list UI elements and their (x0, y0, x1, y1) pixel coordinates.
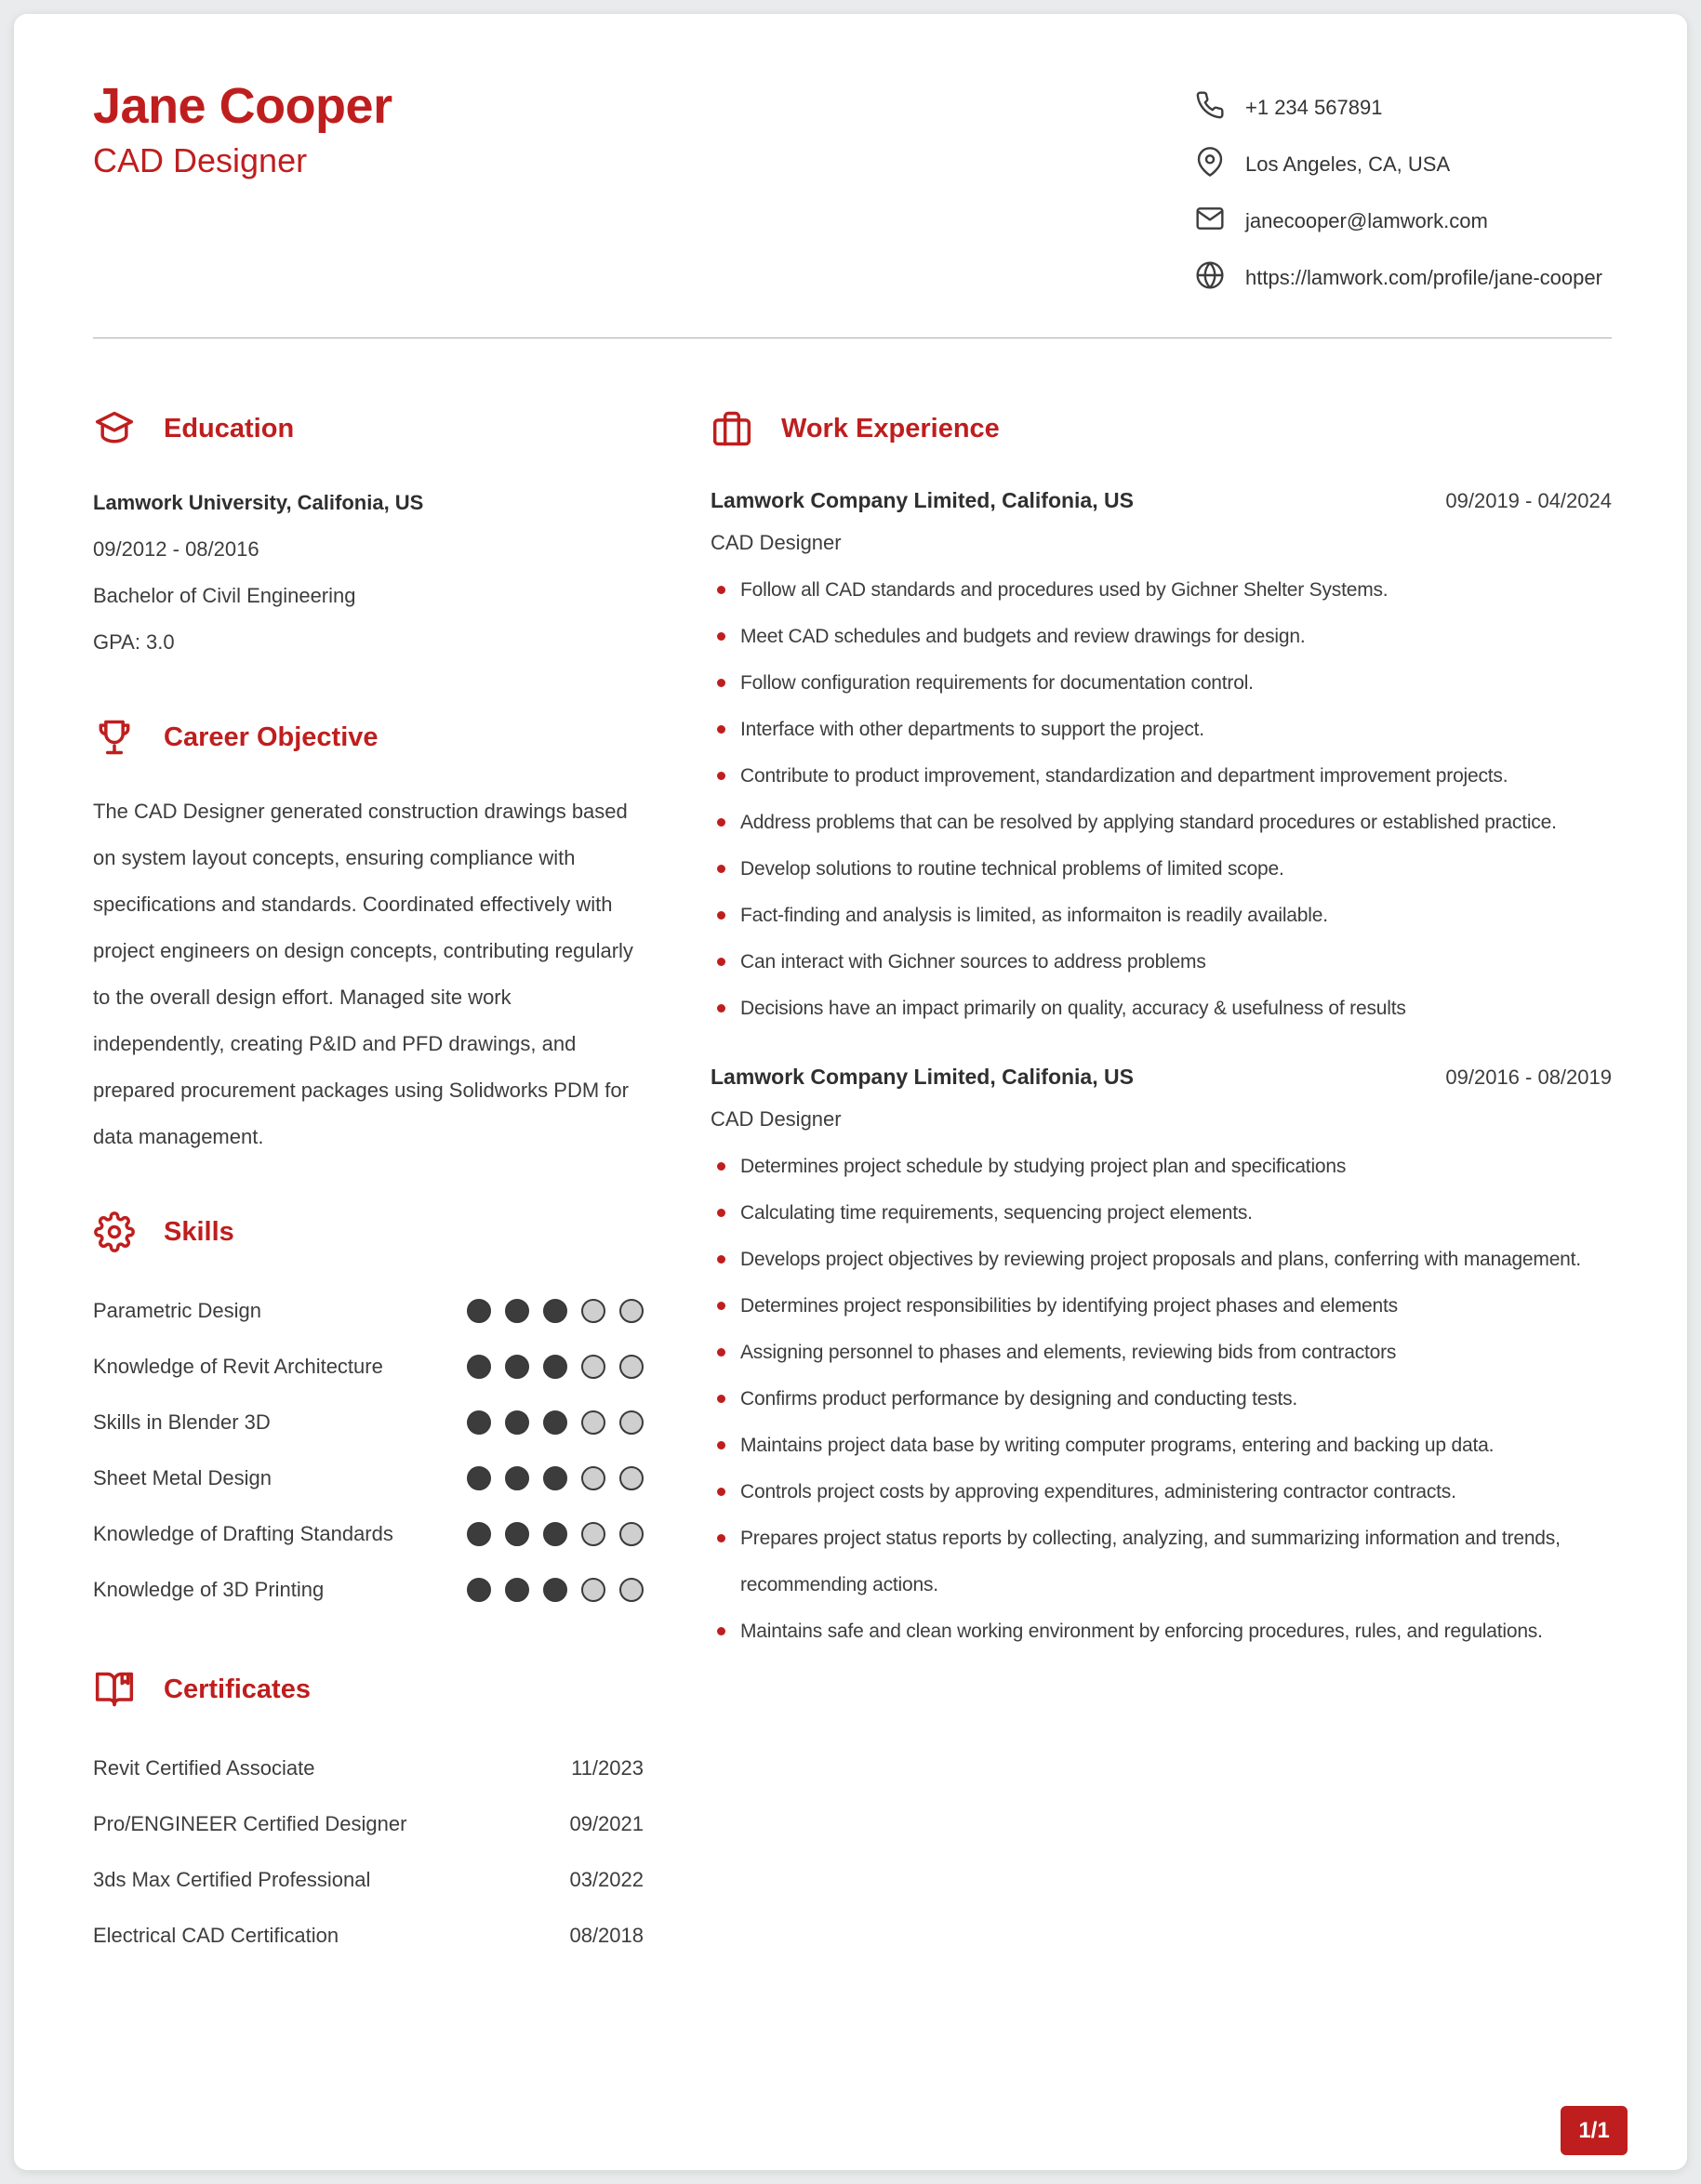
skills-heading: Skills (164, 1216, 234, 1247)
rating-dot-filled (543, 1522, 567, 1546)
certificates-heading-row (93, 1668, 644, 1711)
certificates-list (93, 1741, 644, 1964)
phone-icon (1195, 90, 1225, 125)
education-heading-row (93, 407, 644, 450)
education-section (93, 407, 644, 666)
job-role: CAD Designer (711, 1107, 842, 1131)
trophy-icon (93, 716, 136, 759)
rating-dot-empty (619, 1578, 644, 1602)
job-role: CAD Designer (711, 531, 842, 554)
header (93, 72, 1612, 306)
rating-dot-filled (505, 1522, 529, 1546)
rating-dot-empty (581, 1299, 605, 1323)
open-book-icon (93, 1668, 136, 1711)
rating-dot-empty (581, 1522, 605, 1546)
rating-dot-empty (619, 1410, 644, 1435)
identity-block (93, 72, 392, 179)
resume-page (14, 14, 1687, 2170)
rating-dot-filled (505, 1410, 529, 1435)
skill-rating (467, 1410, 644, 1435)
job-header (711, 480, 1612, 521)
rating-dot-filled (543, 1410, 567, 1435)
skills-heading-row (93, 1211, 644, 1253)
rating-dot-empty (619, 1299, 644, 1323)
education-gpa: GPA: 3.0 (93, 630, 175, 654)
work-experience-heading: Work Experience (781, 413, 1000, 443)
job-bullet: Determines project responsibilities by identifying project phases and elements (711, 1283, 1612, 1330)
rating-dot-empty (581, 1466, 605, 1490)
certificate-date: 08/2018 (569, 1924, 644, 1947)
career-objective-heading-row (93, 716, 644, 759)
skill-row (93, 1339, 644, 1395)
rating-dot-empty (619, 1466, 644, 1490)
certificates-section (93, 1668, 644, 1964)
left-column (93, 407, 644, 2014)
education-school: Lamwork University, Califonia, US (93, 491, 424, 514)
career-objective-heading: Career Objective (164, 721, 379, 752)
job-bullet: Calculating time requirements, sequencing project elements. (711, 1190, 1612, 1237)
certificate-name: 3ds Max Certified Professional (93, 1868, 371, 1891)
skill-row (93, 1506, 644, 1562)
career-objective-section (93, 716, 644, 1160)
certificate-date: 09/2021 (569, 1812, 644, 1835)
skill-row (93, 1562, 644, 1618)
job-bullet-list (711, 1144, 1612, 1655)
job-bullet: Follow all CAD standards and procedures used by Gichner Shelter Systems. (711, 567, 1612, 614)
skills-list (93, 1283, 644, 1618)
job-bullet: Determines project schedule by studying project plan and specifications (711, 1144, 1612, 1190)
certificate-row (93, 1852, 644, 1908)
career-objective-text: The CAD Designer generated construction drawings based on system layout concepts, ensuring compliance with specifications and standards. Coordinated effectively with project engineers on design concepts, contributing regularly to the overall design effort. Managed site work independently, creating P&ID and PFD drawings, and prepared procurement packages using Solidworks PDM for data management. (93, 800, 633, 1148)
rating-dot-filled (505, 1355, 529, 1379)
skill-label: Knowledge of Drafting Standards (93, 1522, 393, 1545)
certificate-date: 03/2022 (569, 1868, 644, 1891)
skill-label: Sheet Metal Design (93, 1466, 272, 1489)
skill-rating (467, 1299, 644, 1323)
certificate-date: 11/2023 (571, 1756, 644, 1780)
skill-rating (467, 1578, 644, 1602)
job-bullet: Fact-finding and analysis is limited, as informaiton is readily available. (711, 893, 1612, 939)
job-company: Lamwork Company Limited, Califonia, US (711, 488, 1134, 512)
job-bullet: Maintains project data base by writing computer programs, entering and backing up data. (711, 1423, 1612, 1469)
education-heading: Education (164, 413, 295, 443)
certificate-row (93, 1796, 644, 1852)
certificate-name: Revit Certified Associate (93, 1756, 315, 1780)
location-text: Los Angeles, CA, USA (1245, 152, 1451, 176)
rating-dot-filled (467, 1578, 491, 1602)
contact-list (1195, 79, 1612, 306)
rating-dot-filled (543, 1466, 567, 1490)
certificate-row (93, 1741, 644, 1796)
rating-dot-filled (543, 1578, 567, 1602)
certificate-name: Electrical CAD Certification (93, 1924, 339, 1947)
website-url: https://lamwork.com/profile/jane-cooper (1245, 265, 1602, 289)
contact-row-phone (1195, 79, 1612, 136)
job-bullet: Contribute to product improvement, standardization and department improvement projects. (711, 753, 1612, 800)
skill-rating (467, 1466, 644, 1490)
work-experience-heading-row (711, 407, 1612, 450)
rating-dot-empty (581, 1410, 605, 1435)
job-bullet: Maintains safe and clean working environment by enforcing procedures, rules, and regulations. (711, 1608, 1612, 1655)
skill-label: Knowledge of 3D Printing (93, 1578, 325, 1601)
job-bullet: Controls project costs by approving expenditures, administering contractor contracts. (711, 1469, 1612, 1516)
job-header (711, 1056, 1612, 1097)
job-bullet: Assigning personnel to phases and elements, reviewing bids from contractors (711, 1330, 1612, 1376)
education-dates: 09/2012 - 08/2016 (93, 537, 259, 561)
briefcase-icon (711, 407, 753, 450)
job-bullet: Confirms product performance by designing and conducting tests. (711, 1376, 1612, 1423)
website-icon (1195, 260, 1225, 295)
certificates-heading: Certificates (164, 1674, 311, 1704)
job-bullet: Prepares project status reports by collecting, analyzing, and summarizing information and trends, recommending actions. (711, 1516, 1612, 1608)
skill-row (93, 1283, 644, 1339)
job-bullet: Develops project objectives by reviewing project proposals and plans, conferring with management. (711, 1237, 1612, 1283)
work-experience-section (711, 407, 1612, 1655)
contact-row-email (1195, 192, 1612, 249)
rating-dot-filled (505, 1578, 529, 1602)
person-job-title: CAD Designer (93, 141, 308, 179)
job-bullet: Meet CAD schedules and budgets and review drawings for design. (711, 614, 1612, 660)
job-bullet: Decisions have an impact primarily on quality, accuracy & usefulness of results (711, 986, 1612, 1032)
email-icon (1195, 204, 1225, 238)
email-text: janecooper@lamwork.com (1245, 208, 1488, 232)
skill-rating (467, 1522, 644, 1546)
location-icon (1195, 147, 1225, 181)
rating-dot-empty (581, 1355, 605, 1379)
certificate-name: Pro/ENGINEER Certified Designer (93, 1812, 407, 1835)
job-company: Lamwork Company Limited, Califonia, US (711, 1065, 1134, 1089)
job-entry-1 (711, 480, 1612, 1032)
skill-rating (467, 1355, 644, 1379)
skill-label: Skills in Blender 3D (93, 1410, 271, 1434)
page-indicator: 1/1 (1561, 2106, 1628, 2155)
rating-dot-filled (467, 1410, 491, 1435)
gear-icon (93, 1211, 136, 1253)
job-bullet: Interface with other departments to support the project. (711, 707, 1612, 753)
right-column (711, 407, 1612, 2014)
job-bullet: Develop solutions to routine technical problems of limited scope. (711, 846, 1612, 893)
phone-number: +1 234 567891 (1245, 95, 1383, 119)
rating-dot-empty (581, 1578, 605, 1602)
skills-section (93, 1211, 644, 1618)
certificate-row (93, 1908, 644, 1964)
rating-dot-filled (467, 1299, 491, 1323)
rating-dot-filled (467, 1355, 491, 1379)
rating-dot-filled (543, 1355, 567, 1379)
rating-dot-filled (467, 1522, 491, 1546)
rating-dot-filled (543, 1299, 567, 1323)
job-bullet: Follow configuration requirements for documentation control. (711, 660, 1612, 707)
job-dates: 09/2019 - 04/2024 (1445, 489, 1612, 512)
skill-row (93, 1395, 644, 1450)
skill-label: Knowledge of Revit Architecture (93, 1355, 383, 1378)
job-bullet-list (711, 567, 1612, 1032)
content-columns (93, 407, 1612, 2014)
job-dates: 09/2016 - 08/2019 (1445, 1066, 1612, 1089)
contact-row-location (1195, 136, 1612, 192)
rating-dot-empty (619, 1355, 644, 1379)
job-bullet: Address problems that can be resolved by applying standard procedures or established practice. (711, 800, 1612, 846)
job-entry-2 (711, 1056, 1612, 1655)
job-bullet: Can interact with Gichner sources to address problems (711, 939, 1612, 986)
skill-label: Parametric Design (93, 1299, 261, 1322)
contact-row-website (1195, 249, 1612, 306)
rating-dot-filled (505, 1466, 529, 1490)
education-icon (93, 407, 136, 450)
skill-row (93, 1450, 644, 1506)
rating-dot-empty (619, 1522, 644, 1546)
education-degree: Bachelor of Civil Engineering (93, 584, 356, 607)
person-name: Jane Cooper (93, 78, 392, 134)
rating-dot-filled (505, 1299, 529, 1323)
rating-dot-filled (467, 1466, 491, 1490)
